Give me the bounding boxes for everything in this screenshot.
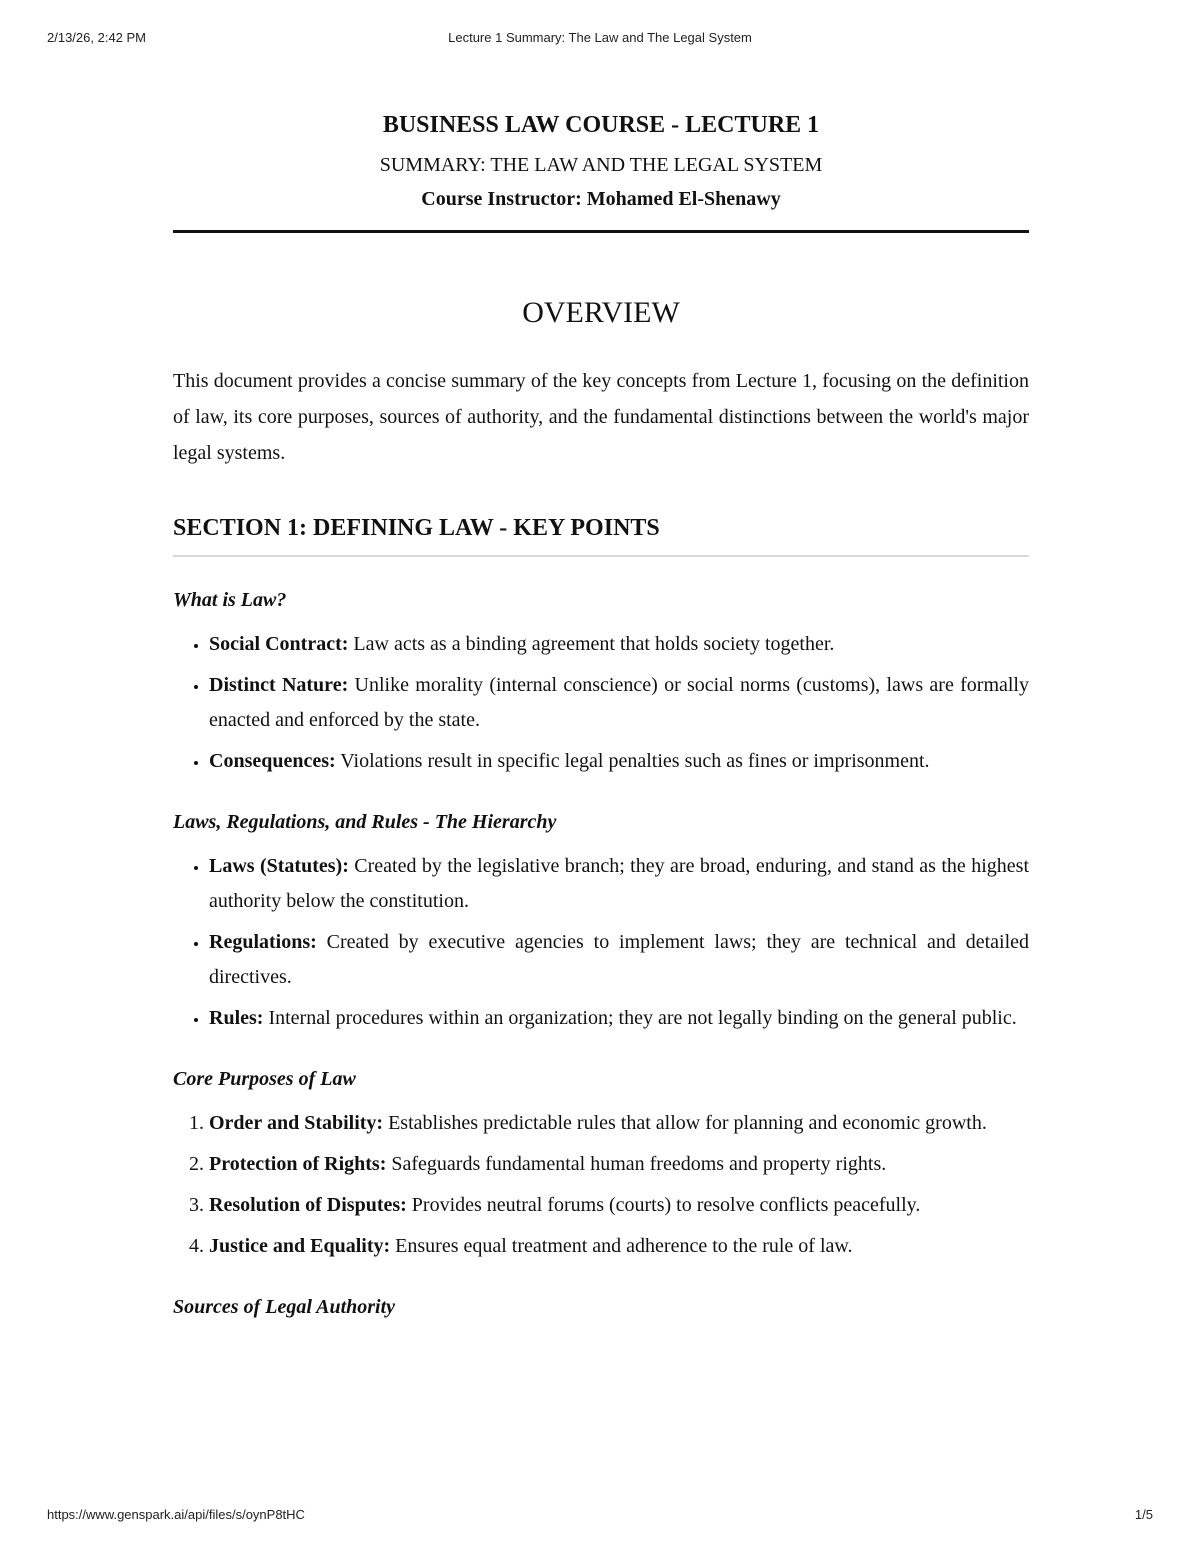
list-item-text: Establishes predictable rules that allow for planning and economic growth. <box>383 1112 987 1134</box>
title-divider <box>173 230 1029 233</box>
list-item-text: Internal procedures within an organization; they are not legally binding on the general public. <box>263 1007 1017 1029</box>
list-item-term: Laws (Statutes): <box>209 855 349 877</box>
hierarchy-heading: Laws, Regulations, and Rules - The Hierarchy <box>173 811 557 833</box>
what-is-law-list <box>173 627 1029 779</box>
list-item-text: Created by executive agencies to implement laws; they are technical and detailed directives. <box>209 931 1029 988</box>
list-item-term: Protection of Rights: <box>209 1153 387 1175</box>
list-item-term: Social Contract: <box>209 633 349 655</box>
document-subtitle: SUMMARY: THE LAW AND THE LEGAL SYSTEM <box>379 154 823 176</box>
list-item <box>209 1147 1029 1182</box>
print-header <box>0 30 1200 50</box>
list-item-term: Distinct Nature: <box>209 674 349 696</box>
list-item <box>209 925 1029 995</box>
list-item <box>209 627 1029 662</box>
sources-heading: Sources of Legal Authority <box>173 1296 396 1318</box>
overview-paragraph: This document provides a concise summary of the key concepts from Lecture 1, focusing on the definition of law, its core purposes, sources of authority, and the fundamental distinctions between the world's major legal systems. <box>173 370 1029 464</box>
core-purposes-heading: Core Purposes of Law <box>173 1068 356 1090</box>
what-is-law-heading: What is Law? <box>173 589 287 611</box>
list-item-text: Law acts as a binding agreement that holds society together. <box>348 633 835 655</box>
list-item-term: Order and Stability: <box>209 1112 384 1134</box>
list-item-term: Resolution of Disputes: <box>209 1194 407 1216</box>
print-page-title: Lecture 1 Summary: The Law and The Legal System <box>448 30 752 45</box>
list-item <box>209 744 1029 779</box>
page-number: 1/5 <box>1134 1507 1153 1522</box>
section-1-heading: SECTION 1: DEFINING LAW - KEY POINTS <box>173 515 660 541</box>
list-item <box>209 1188 1029 1223</box>
list-item <box>209 668 1029 738</box>
list-item <box>209 1229 1029 1264</box>
hierarchy-list <box>173 849 1029 1036</box>
print-datetime: 2/13/26, 2:42 PM <box>47 30 147 45</box>
list-item-text: Violations result in specific legal penalties such as fines or imprisonment. <box>335 750 930 772</box>
list-item-term: Consequences: <box>209 750 336 772</box>
list-item-term: Regulations: <box>209 931 317 953</box>
list-item-text: Safeguards fundamental human freedoms and property rights. <box>386 1153 887 1175</box>
section-divider <box>173 555 1029 557</box>
list-item-term: Justice and Equality: <box>209 1235 391 1257</box>
list-item-text: Created by the legislative branch; they are broad, enduring, and stand as the highest authority below the constitution. <box>209 855 1029 912</box>
list-item <box>209 1001 1029 1036</box>
list-item-text: Ensures equal treatment and adherence to the rule of law. <box>390 1235 853 1257</box>
list-item-text: Provides neutral forums (courts) to resolve conflicts peacefully. <box>406 1194 921 1216</box>
overview-heading: OVERVIEW <box>522 296 680 329</box>
course-instructor: Course Instructor: Mohamed El-Shenawy <box>421 188 781 210</box>
core-purposes-list <box>173 1106 1029 1264</box>
document-title: BUSINESS LAW COURSE - LECTURE 1 <box>382 112 820 138</box>
list-item-text: Unlike morality (internal conscience) or social norms (customs), laws are formally enacted and enforced by the state. <box>209 674 1029 731</box>
print-footer <box>0 1507 1200 1527</box>
list-item <box>209 849 1029 919</box>
document-body <box>173 108 1029 1322</box>
list-item-term: Rules: <box>209 1007 264 1029</box>
list-item <box>209 1106 1029 1141</box>
print-url: https://www.genspark.ai/api/files/s/oynP8tHC <box>47 1507 305 1522</box>
